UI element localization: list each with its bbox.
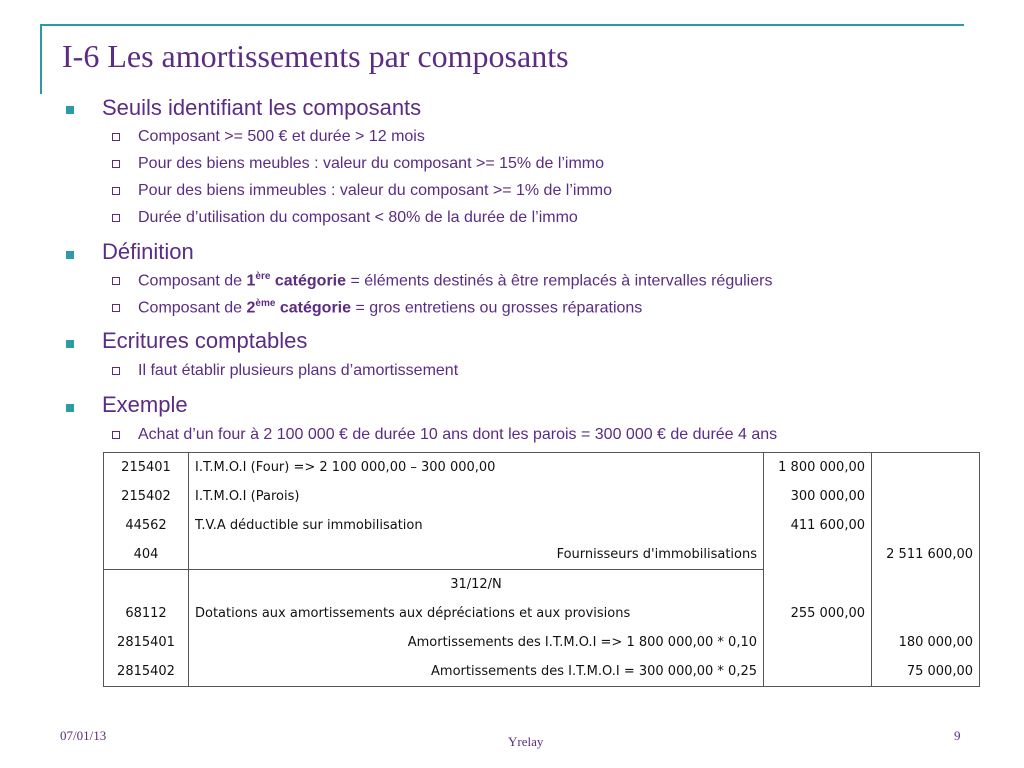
square-bullet-icon	[66, 404, 74, 412]
label-cell: Amortissements des I.T.M.O.I = 300 000,00 * 0,25	[189, 657, 764, 687]
label-cell: I.T.M.O.I (Parois)	[189, 482, 764, 511]
bullet-item: Pour des biens meubles : valeur du composant >= 15% de l’immo	[138, 155, 605, 172]
label-cell: I.T.M.O.I (Four) => 2 100 000,00 – 300 000,00	[189, 453, 764, 483]
square-bullet-icon	[66, 251, 74, 259]
account-cell: 215402	[104, 482, 189, 511]
debit-cell: 411 600,00	[764, 511, 872, 540]
credit-cell	[872, 482, 980, 511]
debit-cell	[764, 570, 872, 600]
page-number: 9	[954, 728, 961, 743]
debit-cell	[764, 540, 872, 570]
bullet-item: Composant >= 500 € et durée > 12 mois	[138, 128, 425, 145]
table-row	[104, 628, 980, 657]
account-cell: 2815402	[104, 657, 189, 687]
hollow-square-bullet-icon	[112, 214, 120, 222]
credit-cell	[872, 570, 980, 600]
table-row	[104, 511, 980, 540]
table-row	[104, 540, 980, 570]
date-cell: 31/12/N	[189, 570, 764, 600]
table-row	[104, 482, 980, 511]
bullet-item: Composant de 1ère catégorie = éléments destinés à être remplacés à intervalles réguliers	[138, 271, 773, 290]
bullet-item: Composant de 2ème catégorie = gros entretiens ou grosses réparations	[138, 298, 643, 317]
hollow-square-bullet-icon	[112, 277, 120, 285]
section-heading: Seuils identifiant les composants	[102, 95, 422, 120]
account-cell	[104, 570, 189, 600]
square-bullet-icon	[66, 340, 74, 348]
hollow-square-bullet-icon	[112, 304, 120, 312]
hollow-square-bullet-icon	[112, 431, 120, 439]
account-cell: 404	[104, 540, 189, 570]
debit-cell	[764, 628, 872, 657]
table-row	[104, 570, 980, 600]
hollow-square-bullet-icon	[112, 367, 120, 375]
journal-table	[103, 452, 980, 687]
label-cell: Amortissements des I.T.M.O.I => 1 800 000,00 * 0,10	[189, 628, 764, 657]
bullet-item: Il faut établir plusieurs plans d’amortissement	[138, 362, 459, 379]
account-cell: 68112	[104, 599, 189, 628]
account-cell: 215401	[104, 453, 189, 483]
bullet-item: Durée d’utilisation du composant < 80% de la durée de l’immo	[138, 209, 578, 226]
section-heading: Ecritures comptables	[102, 328, 308, 353]
footer-date: 07/01/13	[60, 728, 107, 743]
section-heading: Exemple	[102, 392, 188, 417]
bullet-item: Pour des biens immeubles : valeur du composant >= 1% de l’immo	[138, 182, 613, 199]
credit-cell: 180 000,00	[872, 628, 980, 657]
bullet-item: Achat d’un four à 2 100 000 € de durée 10 ans dont les parois = 300 000 € de durée 4 ans	[138, 426, 778, 443]
label-cell: Fournisseurs d'immobilisations	[189, 540, 764, 570]
label-cell: Dotations aux amortissements aux dépréciations et aux provisions	[189, 599, 764, 628]
credit-cell: 75 000,00	[872, 657, 980, 687]
debit-cell: 255 000,00	[764, 599, 872, 628]
section-heading: Définition	[102, 239, 194, 264]
hollow-square-bullet-icon	[112, 187, 120, 195]
account-cell: 44562	[104, 511, 189, 540]
debit-cell	[764, 657, 872, 687]
credit-cell	[872, 599, 980, 628]
credit-cell	[872, 511, 980, 540]
title-rule	[40, 24, 964, 26]
credit-cell	[872, 453, 980, 483]
credit-cell: 2 511 600,00	[872, 540, 980, 570]
title-left-rule	[40, 24, 42, 94]
table-row	[104, 453, 980, 483]
slide-title: I-6 Les amortissements par composants	[62, 38, 569, 74]
table-row	[104, 657, 980, 687]
debit-cell: 300 000,00	[764, 482, 872, 511]
hollow-square-bullet-icon	[112, 160, 120, 168]
table-row	[104, 599, 980, 628]
account-cell: 2815401	[104, 628, 189, 657]
debit-cell: 1 800 000,00	[764, 453, 872, 483]
hollow-square-bullet-icon	[112, 133, 120, 141]
label-cell: T.V.A déductible sur immobilisation	[189, 511, 764, 540]
footer-author: Yrelay	[508, 734, 544, 749]
square-bullet-icon	[66, 106, 74, 114]
